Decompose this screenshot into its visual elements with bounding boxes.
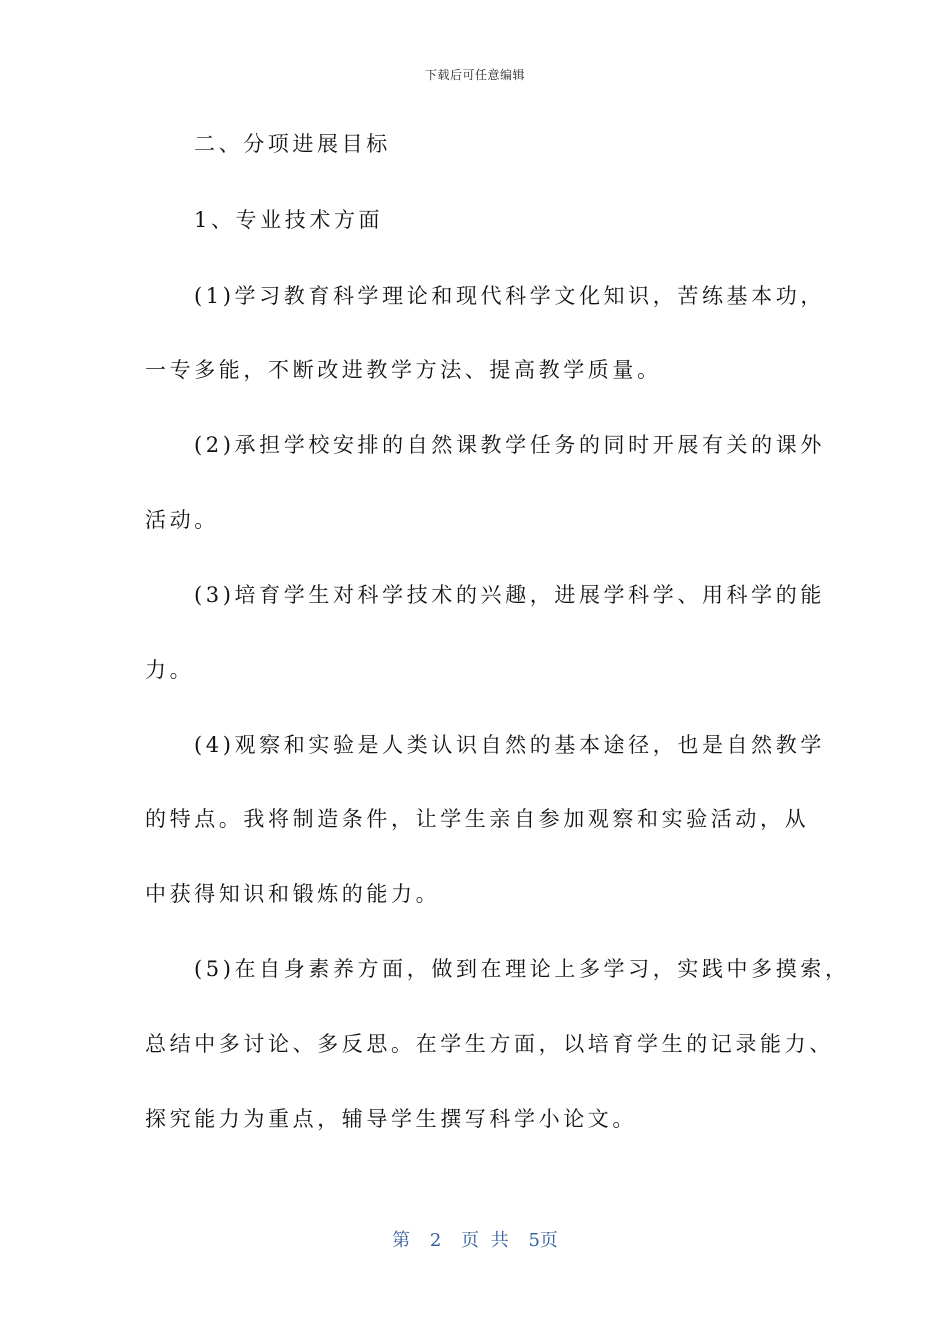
paragraph-2-line-1: (2)承担学校安排的自然课教学任务的同时开展有关的课外 bbox=[194, 433, 825, 457]
paragraph-3-line-2: 力。 bbox=[145, 658, 195, 682]
paragraph-4-line-2: 的特点。我将制造条件，让学生亲自参加观察和实验活动，从 bbox=[145, 807, 810, 831]
page-footer bbox=[0, 1226, 950, 1252]
paragraph-3-line-1: (3)培育学生对科学技术的兴趣，进展学科学、用科学的能 bbox=[194, 583, 825, 607]
header-note: 下载后可任意编辑 bbox=[424, 68, 525, 82]
paragraph-5-line-2: 总结中多讨论、多反思。在学生方面，以培育学生的记录能力、 bbox=[145, 1032, 834, 1056]
page-number: 2 bbox=[429, 1230, 442, 1251]
paragraph-4-line-3: 中获得知识和锻炼的能力。 bbox=[145, 882, 441, 906]
paragraph-1-line-1: (1)学习教育科学理论和现代科学文化知识，苦练基本功， bbox=[194, 284, 825, 308]
paragraph-1-line-2: 一专多能，不断改进教学方法、提高教学质量。 bbox=[145, 358, 662, 382]
page-total: 5页 bbox=[528, 1230, 558, 1251]
page-prefix: 第 bbox=[392, 1230, 411, 1251]
paragraph-5-line-3: 探究能力为重点，辅导学生撰写科学小论文。 bbox=[145, 1107, 637, 1131]
paragraph-4-line-1: (4)观察和实验是人类认识自然的基本途径，也是自然教学 bbox=[194, 733, 825, 757]
subsection-heading: 1、专业技术方面 bbox=[194, 208, 384, 232]
paragraph-2-line-2: 活动。 bbox=[145, 508, 219, 532]
paragraph-5-line-1: (5)在自身素养方面，做到在理论上多学习，实践中多摸索， bbox=[194, 957, 850, 981]
section-heading: 二、分项进展目标 bbox=[194, 132, 391, 156]
page-middle: 页 共 bbox=[461, 1230, 509, 1251]
